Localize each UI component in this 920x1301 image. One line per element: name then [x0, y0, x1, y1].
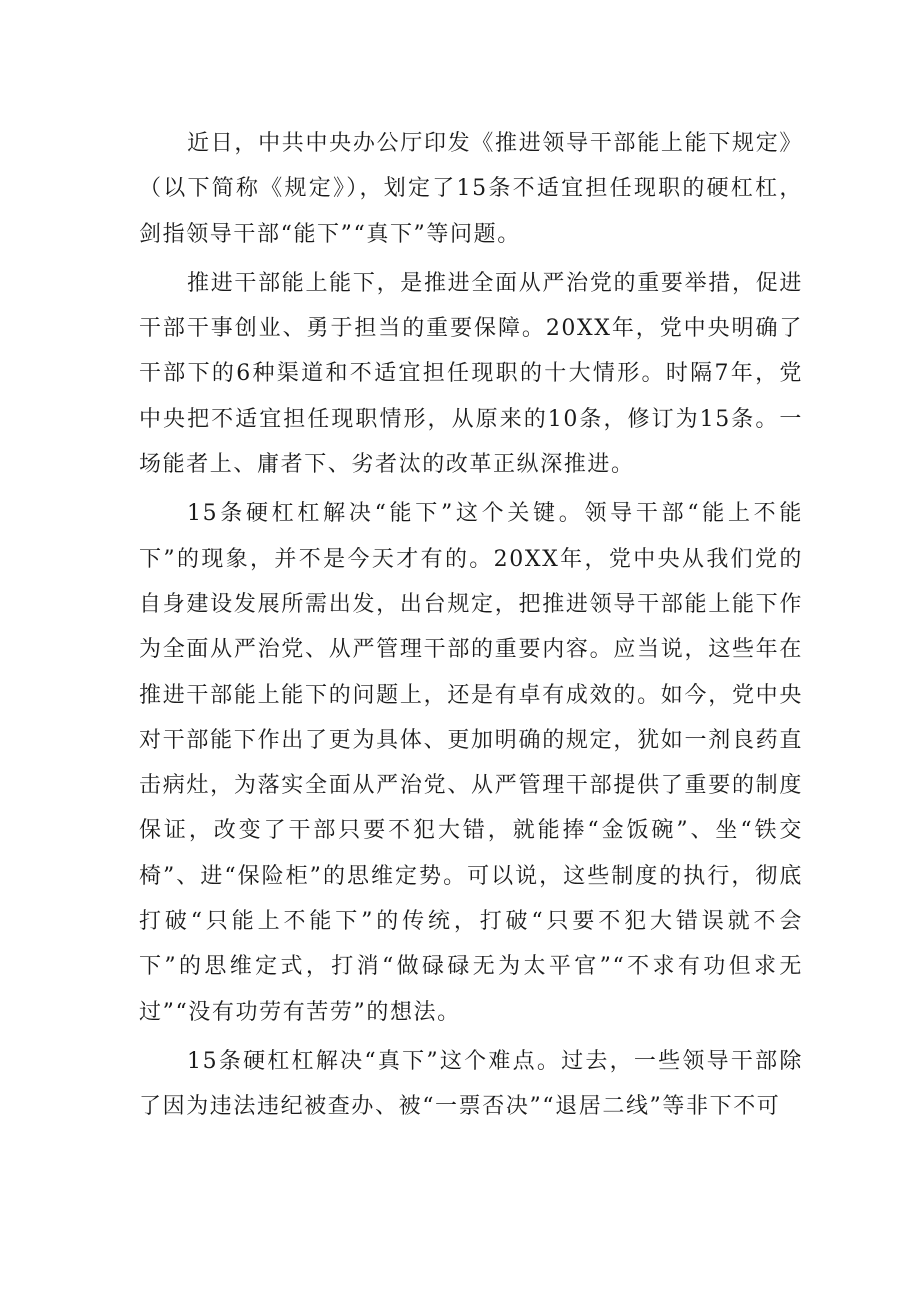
paragraph-neng-xia: 15条硬杠杠解决“能下”这个关键。领导干部“能上不能下”的现象，并不是今天才有的。20XX年，党中央从我们党的自身建设发展所需出发，出台规定，把推进领导干部能上能下作为全面从严治党、从严管理干部的重要内容。应当说，这些年在推进干部能上能下的问题上，还是有卓有成效的。如今，党中央对干部能下作出了更为具体、更加明确的规定，犹如一剂良药直击病灶，为落实全面从严治党、从严管理干部提供了重要的制度保证，改变了干部只要不犯大错，就能捧“金饭碗”、坐“铁交椅”、进“保险柜”的思维定势。可以说，这些制度的执行，彻底打破“只能上不能下”的传统，打破“只要不犯大错误就不会下”的思维定式，打消“做碌碌无为太平官”“不求有功但求无过”“没有功劳有苦劳”的想法。 — [139, 501, 803, 1025]
paragraph-intro: 近日，中共中央办公厅印发《推进领导干部能上能下规定》（以下简称《规定》），划定了15条不适宜担任现职的硬杠杠，剑指领导干部“能下”“真下”等问题。 — [139, 131, 803, 247]
paragraph-importance: 推进干部能上能下，是推进全面从严治党的重要举措，促进干部干事创业、勇于担当的重要保障。20XX年，党中央明确了干部下的6种渠道和不适宜担任现职的十大情形。时隔7年，党中央把不适宜担任现职情形，从原来的10条，修订为15条。一场能者上、庸者下、劣者汰的改革正纵深推进。 — [139, 270, 803, 478]
document-body — [139, 121, 803, 1134]
paragraph-zhen-xia: 15条硬杠杠解决“真下”这个难点。过去，一些领导干部除了因为违法违纪被查办、被“一票否决”“退居二线”等非下不可 — [139, 1048, 803, 1120]
